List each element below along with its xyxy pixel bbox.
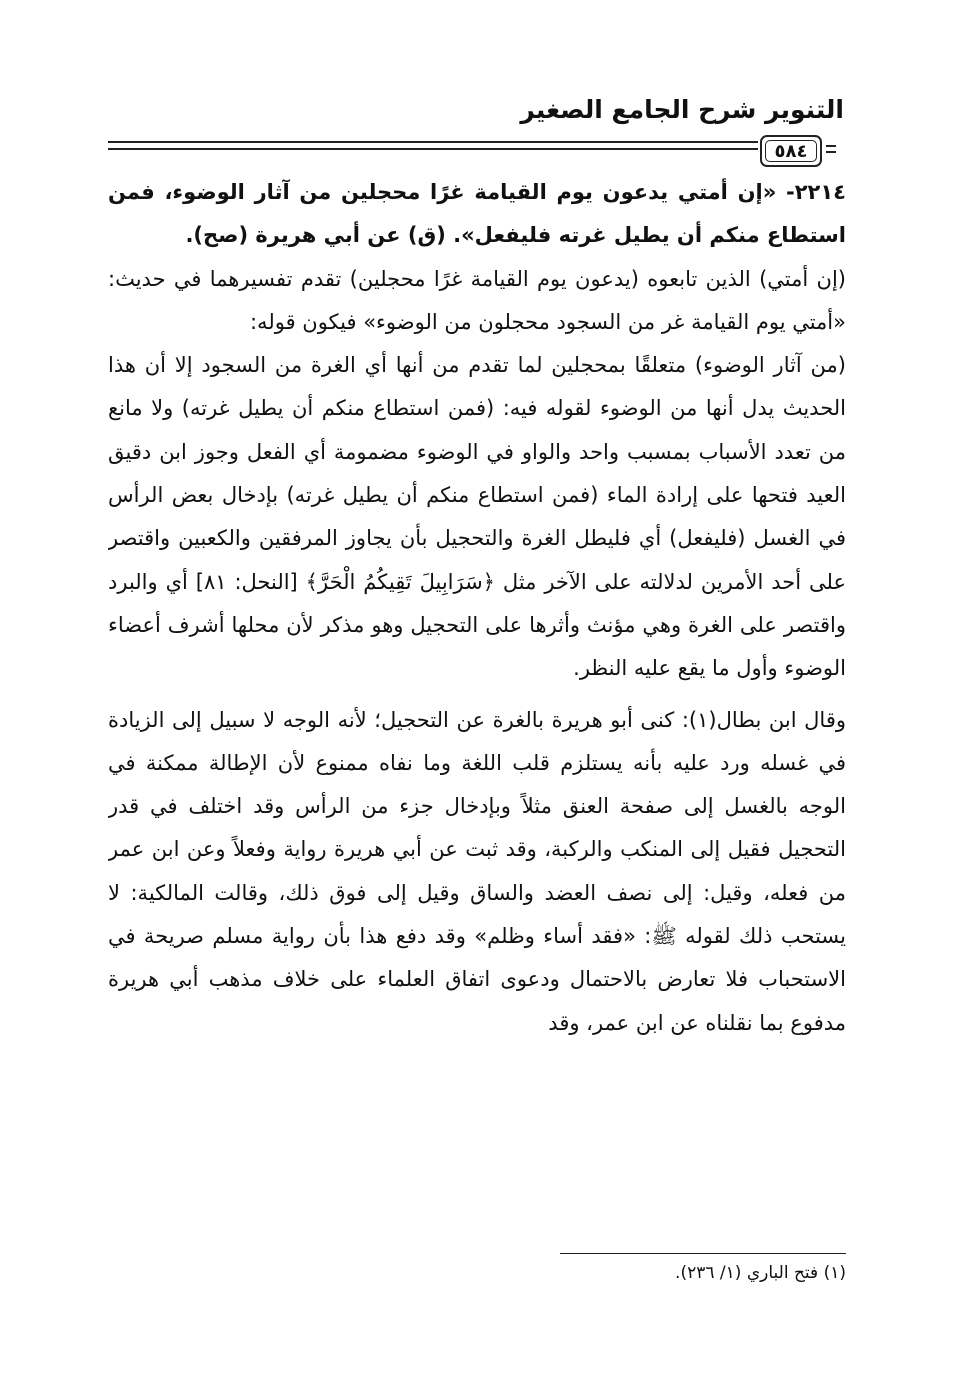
commentary-paragraph: وقال ابن بطال(١): كنى أبو هريرة بالغرة عن التحجيل؛ لأنه الوجه لا سبيل إلى الزيادة في غسله ورد عليه بأنه يستلزم قلب اللغة وما نفاه ممنوع لأن الإطالة ممكنة في الوجه بالغسل إلى صفحة العنق مثلاً وبإدخال جزء من الرأس وقد اختلف في قدر التحجيل فقيل إلى المنكب والركبة، وقد ثبت عن أبي هريرة رواية وفعلاً وعن ابن عمر من فعله، وقيل: إلى نصف العضد والساق وقيل إلى فوق ذلك، وقالت المالكية: لا يستحب ذلك لقوله ﷺ: «فقد أساء وظلم» وقد دفع هذا بأن رواية مسلم صريحة في الاستحباب فلا تعارض بالاحتمال ودعوى اتفاق العلماء على خلاف مذهب أبي هريرة مدفوع بما نقلناه عن ابن عمر، وقد — [108, 707, 846, 1035]
footnote: (١) فتح الباري (١/ ٢٣٦). — [675, 1263, 846, 1283]
header-ornament — [826, 145, 836, 147]
header-rule — [108, 141, 758, 143]
running-title: التنوير شرح الجامع الصغير — [520, 95, 844, 124]
page-number-frame — [760, 135, 822, 167]
page-number: ٥٨٤ — [774, 140, 808, 162]
header-ornament — [826, 151, 836, 153]
footnote-rule — [560, 1253, 846, 1254]
header-rule — [108, 148, 758, 150]
commentary-paragraph: (من آثار الوضوء) متعلقًا بمحجلين لما تقدم من أنها أي الغرة من السجود إلا أن هذا الحديث يدل أنها من الوضوء لقوله فيه: (فمن استطاع منكم أن يطيل غرته) ولا مانع من تعدد الأسباب بمسبب واحد والواو في الوضوء مضمومة أي الفعل وجوز ابن دقيق العيد فتحها على إرادة الماء (فمن استطاع منكم أن يطيل غرته) بإدخال بعض الرأس في الغسل (فليفعل) أي فليطل الغرة والتحجيل بأن يجاوز المرفقين والكعبين واقتصر على أحد الأمرين لدلالته على الآخر مثل ﴿سَرَابِيلَ تَقِيكُمُ الْحَرَّ﴾ [النحل: ٨١] أي والبرد واقتصر على الغرة وهي مؤنث وأثرها على التحجيل وهو مذكر لأن محلها أشرف أعضاء الوضوء وأول ما يقع عليه النظر. — [108, 353, 846, 681]
hadith-heading: ٢٢١٤- «إن أمتي يدعون يوم القيامة غرًا محجلين من آثار الوضوء، فمن استطاع منكم أن يطيل غرته فليفعل». (ق) عن أبي هريرة (صح). — [108, 180, 846, 248]
commentary-paragraph: (إن أمتي) الذين تابعوه (يدعون يوم القيامة غرًا محجلين) تقدم تفسيرهما في حديث: «أمتي يوم القيامة غر من السجود محجلون من الوضوء» فيكون قوله: — [108, 266, 846, 334]
main-text — [108, 171, 846, 1241]
